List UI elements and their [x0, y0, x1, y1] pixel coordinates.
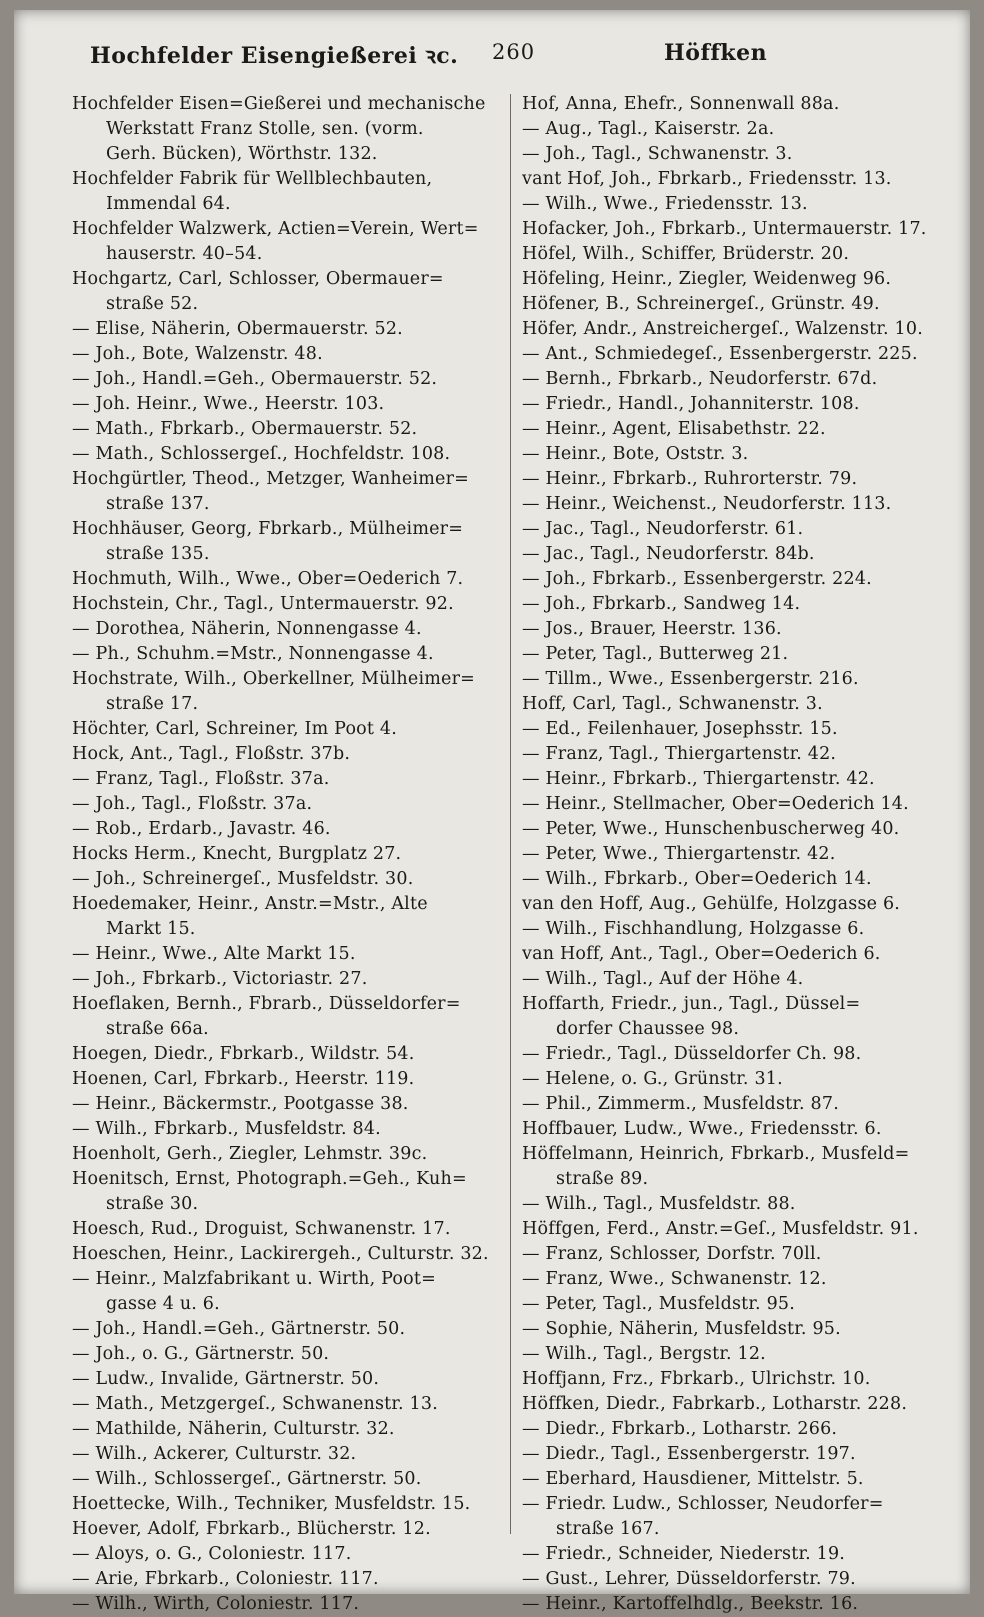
- directory-entry: — Friedr., Tagl., Düsseldorfer Ch. 98.: [522, 1044, 862, 1064]
- directory-entry: Hochstrate, Wilh., Oberkellner, Mülheimer=: [72, 669, 476, 689]
- directory-entry: Höffken, Diedr., Fabrkarb., Lotharstr. 228.: [522, 1394, 908, 1414]
- directory-entry: — Wilh., Tagl., Musfeldstr. 88.: [522, 1194, 796, 1214]
- directory-entry: Hochfelder Eisen=Gießerei und mechanische: [72, 94, 486, 114]
- directory-entry: — Jac., Tagl., Neudorferstr. 61.: [522, 519, 804, 539]
- directory-entry: Hoeflaken, Bernh., Fbrarb., Düsseldorfer=: [72, 994, 461, 1014]
- directory-entry: — Heinr., Weichenst., Neudorferstr. 113.: [522, 494, 892, 514]
- entry-continuation-line: Markt 15.: [106, 919, 196, 939]
- directory-entry: — Heinr., Bäckermstr., Pootgasse 38.: [72, 1094, 409, 1114]
- directory-entry: — Wilh., Tagl., Bergstr. 12.: [522, 1344, 766, 1364]
- directory-entry: — Heinr., Fbrkarb., Ruhrorterstr. 79.: [522, 469, 858, 489]
- directory-entry: — Wilh., Schlossergeſ., Gärtnerstr. 50.: [72, 1469, 422, 1489]
- directory-entry: — Franz, Tagl., Thiergartenstr. 42.: [522, 744, 837, 764]
- directory-entry: — Wilh., Fbrkarb., Ober=Oederich 14.: [522, 869, 872, 889]
- entry-continuation-line: straße 89.: [556, 1169, 649, 1189]
- directory-entry: Hoedemaker, Heinr., Anstr.=Mstr., Alte: [72, 894, 428, 914]
- directory-entry: — Ed., Feilenhauer, Josephsstr. 15.: [522, 719, 838, 739]
- directory-entry: Höfeling, Heinr., Ziegler, Weidenweg 96.: [522, 269, 892, 289]
- directory-entry: Hoffjann, Frz., Fbrkarb., Ulrichstr. 10.: [522, 1369, 871, 1389]
- directory-entry: Hoenitsch, Ernst, Photograph.=Geh., Kuh=: [72, 1169, 467, 1189]
- directory-entry: — Peter, Tagl., Butterweg 21.: [522, 644, 789, 664]
- directory-entry: — Ant., Schmiedegeſ., Essenbergerstr. 225.: [522, 344, 918, 364]
- directory-entry: — Sophie, Näherin, Musfeldstr. 95.: [522, 1319, 841, 1339]
- directory-entry: — Wilh., Wirth, Coloniestr. 117.: [72, 1594, 360, 1614]
- entry-continuation-line: Werkstatt Franz Stolle, sen. (vorm.: [106, 119, 424, 139]
- directory-entry: Hochgürtler, Theod., Metzger, Wanheimer=: [72, 469, 470, 489]
- directory-entry: — Heinr., Kartoffelhdlg., Beekstr. 16.: [522, 1594, 859, 1614]
- directory-entry: van den Hoff, Aug., Gehülfe, Holzgasse 6.: [522, 894, 901, 914]
- directory-entry: Hoffarth, Friedr., jun., Tagl., Düssel=: [522, 994, 861, 1014]
- directory-entry: — Wilh., Fischhandlung, Holzgasse 6.: [522, 919, 865, 939]
- directory-entry: — Math., Fbrkarb., Obermauerstr. 52.: [72, 419, 418, 439]
- directory-entry: Höfer, Andr., Anstreichergeſ., Walzenstr. 10.: [522, 319, 923, 339]
- directory-entry: — Helene, o. G., Grünstr. 31.: [522, 1069, 783, 1089]
- directory-entry: — Wilh., Wwe., Friedensstr. 13.: [522, 194, 808, 214]
- directory-entry: — Heinr., Fbrkarb., Thiergartenstr. 42.: [522, 769, 875, 789]
- directory-entry: — Joh., Handl.=Geh., Gärtnerstr. 50.: [72, 1319, 406, 1339]
- entry-continuation-line: straße 30.: [106, 1194, 199, 1214]
- page-header: [14, 40, 970, 80]
- directory-entry: — Math., Schlossergeſ., Hochfeldstr. 108.: [72, 444, 451, 464]
- directory-entry: — Joh., Tagl., Floßstr. 37a.: [72, 794, 313, 814]
- directory-entry: Hoenholt, Gerh., Ziegler, Lehmstr. 39c.: [72, 1144, 428, 1164]
- directory-entry: — Joh., Handl.=Geh., Obermauerstr. 52.: [72, 369, 438, 389]
- directory-entry: — Ph., Schuhm.=Mstr., Nonnengasse 4.: [72, 644, 434, 664]
- directory-entry: Hochgartz, Carl, Schlosser, Obermauer=: [72, 269, 444, 289]
- directory-entry: — Jos., Brauer, Heerstr. 136.: [522, 619, 782, 639]
- directory-entry: — Franz, Schlosser, Dorfstr. 70ll.: [522, 1244, 822, 1264]
- directory-entry: Hoever, Adolf, Fbrkarb., Blücherstr. 12.: [72, 1519, 431, 1539]
- directory-entry: Höffelmann, Heinrich, Fbrkarb., Musfeld=: [522, 1144, 910, 1164]
- directory-entry: — Joh., Tagl., Schwanenstr. 3.: [522, 144, 793, 164]
- directory-entry: Hoesch, Rud., Droguist, Schwanenstr. 17.: [72, 1219, 451, 1239]
- directory-entry: — Friedr., Schneider, Niederstr. 19.: [522, 1544, 846, 1564]
- directory-entry: Hochstein, Chr., Tagl., Untermauerstr. 92.: [72, 594, 454, 614]
- directory-entry: Hochhäuser, Georg, Fbrkarb., Mülheimer=: [72, 519, 464, 539]
- directory-entry: Höfener, B., Schreinergeſ., Grünstr. 49.: [522, 294, 880, 314]
- directory-entry: — Math., Metzgergeſ., Schwanenstr. 13.: [72, 1394, 438, 1414]
- entry-continuation-line: straße 66a.: [106, 1019, 209, 1039]
- directory-entry: — Jac., Tagl., Neudorferstr. 84b.: [522, 544, 815, 564]
- directory-entry: Hoeschen, Heinr., Lackirergeh., Culturstr. 32.: [72, 1244, 489, 1264]
- directory-entry: Hoenen, Carl, Fbrkarb., Heerstr. 119.: [72, 1069, 415, 1089]
- directory-entry: — Wilh., Ackerer, Culturstr. 32.: [72, 1444, 357, 1464]
- directory-entry: Höffgen, Ferd., Anstr.=Geſ., Musfeldstr. 91.: [522, 1219, 919, 1239]
- directory-entry: — Mathilde, Näherin, Culturstr. 32.: [72, 1419, 395, 1439]
- directory-entry: — Wilh., Tagl., Auf der Höhe 4.: [522, 969, 804, 989]
- directory-entry: — Peter, Wwe., Thiergartenstr. 42.: [522, 844, 836, 864]
- directory-entry: — Peter, Tagl., Musfeldstr. 95.: [522, 1294, 796, 1314]
- entry-continuation-line: straße 135.: [106, 544, 210, 564]
- header-left-title: Hochfelder Eisengießerei ꝛc.: [90, 43, 459, 69]
- directory-entry: — Friedr., Handl., Johanniterstr. 108.: [522, 394, 860, 414]
- column-divider: [510, 94, 511, 1534]
- page-number: 260: [492, 40, 536, 64]
- entry-continuation-line: Immendal 64.: [106, 194, 231, 214]
- directory-entry: — Franz, Wwe., Schwanenstr. 12.: [522, 1269, 827, 1289]
- directory-page: [14, 10, 970, 1614]
- directory-entry: vant Hof, Joh., Fbrkarb., Friedensstr. 13.: [522, 169, 892, 189]
- directory-entry: Hoettecke, Wilh., Techniker, Musfeldstr. 15.: [72, 1494, 471, 1514]
- directory-entry: — Heinr., Wwe., Alte Markt 15.: [72, 944, 356, 964]
- directory-entry: — Bernh., Fbrkarb., Neudorferstr. 67d.: [522, 369, 878, 389]
- entry-continuation-line: straße 52.: [106, 294, 199, 314]
- entry-continuation-line: Gerh. Bücken), Wörthstr. 132.: [106, 144, 378, 164]
- directory-entry: — Rob., Erdarb., Javastr. 46.: [72, 819, 331, 839]
- directory-entry: — Tillm., Wwe., Essenbergerstr. 216.: [522, 669, 859, 689]
- directory-entry: — Friedr. Ludw., Schlosser, Neudorfer=: [522, 1494, 884, 1514]
- directory-entry: — Eberhard, Hausdiener, Mittelstr. 5.: [522, 1469, 864, 1489]
- directory-entry: — Gust., Lehrer, Düsseldorferstr. 79.: [522, 1569, 856, 1589]
- directory-entry: — Elise, Näherin, Obermauerstr. 52.: [72, 319, 403, 339]
- entry-continuation-line: gasse 4 u. 6.: [106, 1294, 220, 1314]
- directory-entry: — Aloys, o. G., Coloniestr. 117.: [72, 1544, 352, 1564]
- directory-entry: — Heinr., Malzfabrikant u. Wirth, Poot=: [72, 1269, 436, 1289]
- directory-entry: — Joh., Fbrkarb., Essenbergerstr. 224.: [522, 569, 872, 589]
- entry-continuation-line: straße 137.: [106, 494, 210, 514]
- directory-entry: — Joh., Bote, Walzenstr. 48.: [72, 344, 323, 364]
- entry-continuation-line: dorfer Chaussee 98.: [556, 1019, 740, 1039]
- directory-entry: — Peter, Wwe., Hunschenbuscherweg 40.: [522, 819, 900, 839]
- directory-entry: — Arie, Fbrkarb., Coloniestr. 117.: [72, 1569, 379, 1589]
- directory-entry: Hoffbauer, Ludw., Wwe., Friedensstr. 6.: [522, 1119, 882, 1139]
- directory-entry: Hochfelder Walzwerk, Actien=Verein, Wert=: [72, 219, 479, 239]
- left-column: [72, 92, 512, 1617]
- directory-entry: Hochfelder Fabrik für Wellblechbauten,: [72, 169, 433, 189]
- directory-entry: Hof, Anna, Ehefr., Sonnenwall 88a.: [522, 94, 840, 114]
- directory-entry: — Franz, Tagl., Floßstr. 37a.: [72, 769, 330, 789]
- directory-entry: — Heinr., Stellmacher, Ober=Oederich 14.: [522, 794, 909, 814]
- directory-entry: — Phil., Zimmerm., Musfeldstr. 87.: [522, 1094, 839, 1114]
- directory-entry: Höfel, Wilh., Schiffer, Brüderstr. 20.: [522, 244, 850, 264]
- directory-entry: — Joh., o. G., Gärtnerstr. 50.: [72, 1344, 330, 1364]
- directory-entry: — Diedr., Tagl., Essenbergerstr. 197.: [522, 1444, 856, 1464]
- directory-entry: — Dorothea, Näherin, Nonnengasse 4.: [72, 619, 422, 639]
- entry-continuation-line: straße 167.: [556, 1519, 660, 1539]
- directory-entry: Hock, Ant., Tagl., Floßstr. 37b.: [72, 744, 351, 764]
- directory-entry: Hocks Herm., Knecht, Burgplatz 27.: [72, 844, 402, 864]
- directory-entry: — Joh., Schreinergeſ., Musfeldstr. 30.: [72, 869, 414, 889]
- directory-entry: van Hoff, Ant., Tagl., Ober=Oederich 6.: [522, 944, 881, 964]
- directory-entry: — Joh., Fbrkarb., Sandweg 14.: [522, 594, 801, 614]
- directory-entry: — Aug., Tagl., Kaiserstr. 2a.: [522, 119, 775, 139]
- directory-entry: — Ludw., Invalide, Gärtnerstr. 50.: [72, 1369, 380, 1389]
- directory-entry: Höchter, Carl, Schreiner, Im Poot 4.: [72, 719, 398, 739]
- directory-entry: — Diedr., Fbrkarb., Lotharstr. 266.: [522, 1419, 838, 1439]
- header-right-title: Höffken: [664, 40, 768, 66]
- directory-entry: — Joh. Heinr., Wwe., Heerstr. 103.: [72, 394, 385, 414]
- directory-entry: Hofacker, Joh., Fbrkarb., Untermauerstr. 17.: [522, 219, 927, 239]
- entry-continuation-line: hauserstr. 40–54.: [106, 244, 263, 264]
- directory-entry: — Heinr., Agent, Elisabethstr. 22.: [522, 419, 826, 439]
- directory-entry: Hochmuth, Wilh., Wwe., Ober=Oederich 7.: [72, 569, 464, 589]
- right-column: [522, 92, 962, 1617]
- directory-entry: Hoff, Carl, Tagl., Schwanenstr. 3.: [522, 694, 823, 714]
- directory-entry: Hoegen, Diedr., Fbrkarb., Wildstr. 54.: [72, 1044, 415, 1064]
- directory-entry: — Heinr., Bote, Oststr. 3.: [522, 444, 749, 464]
- directory-entry: — Wilh., Fbrkarb., Musfeldstr. 84.: [72, 1119, 381, 1139]
- directory-entry: — Joh., Fbrkarb., Victoriastr. 27.: [72, 969, 368, 989]
- entry-continuation-line: straße 17.: [106, 694, 199, 714]
